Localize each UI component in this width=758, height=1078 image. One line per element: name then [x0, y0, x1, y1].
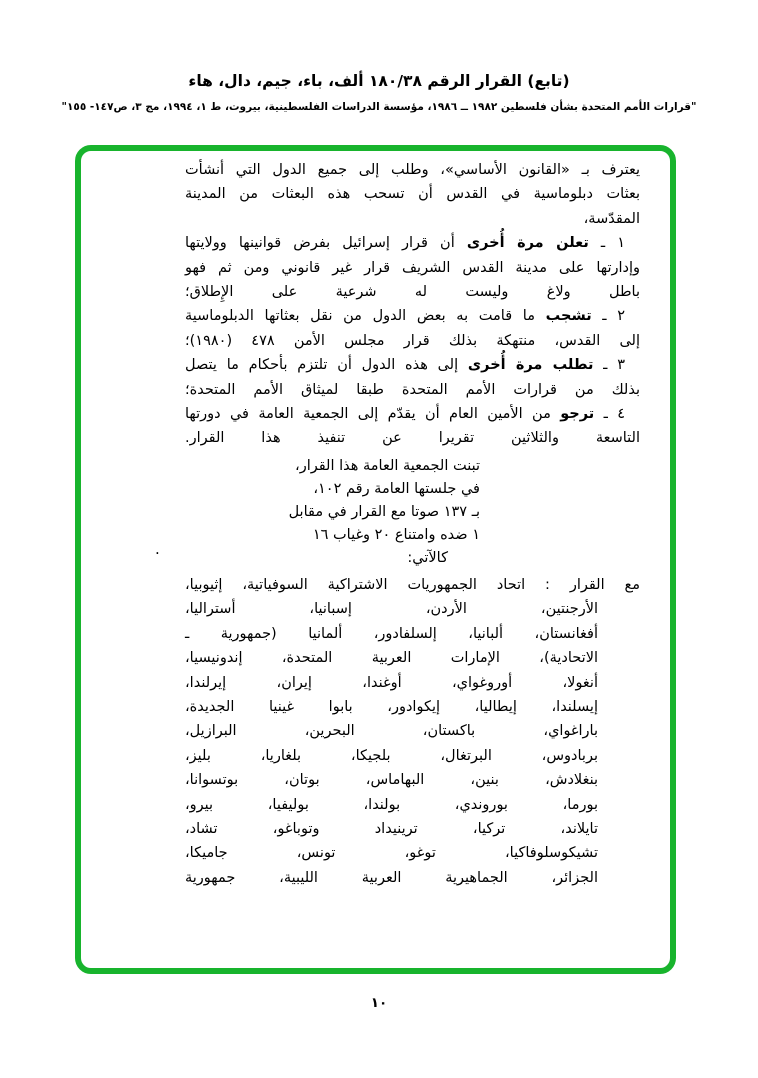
voting-first-line: [185, 573, 640, 597]
adoption-line: تبنت الجمعية العامة هذا القرار،: [295, 457, 480, 474]
intro-line: المقدّسة،: [583, 210, 640, 227]
item-line: باطل ولاغ وليست له شرعية على الإِطلاق؛: [185, 284, 640, 301]
resolution-item-1: [185, 231, 640, 304]
resolution-body: [185, 158, 640, 890]
item-text: أن قرار إسرائيل بفرض قوانينها وولايتها: [185, 235, 467, 252]
country-list-line: باراغواي، باكستان، البحرين، البرازيل،: [185, 723, 598, 740]
voting-record: [185, 573, 640, 890]
voting-label: مع القرار: [569, 576, 640, 593]
country-list: [185, 597, 640, 890]
item-text: إلى هذه الدول أن تلتزم بأحكام ما يتصل: [185, 357, 468, 374]
adoption-line: في جلستها العامة رقم ١٠٢،: [313, 480, 480, 497]
adoption-line: بـ ١٣٧ صوتا مع القرار في مقابل: [288, 503, 480, 520]
resolution-item-3: [185, 353, 640, 402]
country-list-text: اتحاد الجمهوريات الاشتراكية السوفياتية، إثيوبيا،: [185, 576, 526, 593]
item-line: وإدارتها على مدينة القدس الشريف قرار غير قانوني ومن ثم فهو: [185, 259, 640, 276]
item-first-line: [185, 353, 640, 377]
intro-paragraph: [185, 158, 640, 231]
source-citation: "قرارات الأمم المتحدة بشأن فلسطين ١٩٨٢ ــ ١٩٨٦، مؤسسة الدراسات الفلسطينية، بيروت، ط ١، ١٩٩٤، مج ٣، ص١٤٧- ١٥٥": [61, 101, 697, 113]
adoption-line: ١ ضده وامتناع ٢٠ وغياب ١٦: [312, 526, 480, 543]
item-first-line: [185, 231, 640, 255]
item-number: ٤ ـ: [594, 406, 625, 423]
adoption-note: [185, 455, 480, 570]
page-number: ١٠: [370, 995, 388, 1011]
item-line: إلى القدس، منتهكة بذلك قرار مجلس الأمن ٤٧٨ (١٩٨٠)؛: [185, 332, 640, 349]
page-title: (تابع) القرار الرقم ١٨٠/٣٨ ألف، باء، جيم، دال، هاء: [188, 72, 570, 90]
country-list-line: الأرجنتين، الأردن، إسبانيا، أستراليا،: [185, 601, 598, 618]
item-verb: ترجو: [560, 406, 595, 423]
item-line: التاسعة والثلاثين تقريرا عن تنفيذ هذا القرار.: [185, 430, 640, 447]
item-number: ١ ـ: [588, 235, 626, 252]
country-list-line: إيسلندا، إيطاليا، إيكوادور، بابوا غينيا الجديدة،: [185, 698, 598, 715]
item-verb: تشجب: [545, 308, 592, 325]
intro-line: يعترف بـ «القانون الأساسي»، وطلب إلى جميع الدول التي أنشأت: [185, 162, 640, 178]
country-list-line: بنغلادش، بنين، البهاماس، بوتان، بوتسوانا،: [185, 772, 598, 789]
adoption-line: كالآتي:: [407, 549, 448, 566]
country-list-line: تايلاند، تركيا، ترينيداد وتوباغو، تشاد،: [185, 820, 598, 837]
item-verb: تعلن مرة أُخرى: [466, 235, 589, 252]
resolution-item-4: [185, 402, 640, 451]
country-list-line: أنغولا، أوروغواي، أوغندا، إيران، إيرلندا،: [185, 674, 598, 691]
country-list-line: أفغانستان، ألبانيا، إلسلفادور، ألمانيا (جمهورية ـ: [185, 625, 598, 642]
item-first-line: [185, 304, 640, 328]
country-list-line: تشيكوسلوفاكيا، توغو، تونس، جاميكا،: [185, 845, 598, 862]
country-list-line: الجزائر، الجماهيرية العربية الليبية، جمهورية: [185, 869, 598, 886]
stray-dot-mark: .: [155, 540, 160, 558]
item-number: ٣ ـ: [593, 357, 625, 374]
item-text: من الأمين العام أن يقدّم إلى الجمعية العامة في دورتها: [185, 406, 561, 423]
item-number: ٢ ـ: [591, 308, 625, 325]
country-list-line: بربادوس، البرتغال، بلجيكا، بلغاريا، بليز،: [185, 747, 598, 764]
voting-colon: :: [525, 576, 570, 593]
item-line: بذلك من قرارات الأمم المتحدة طبقا لميثاق الأمم المتحدة؛: [185, 381, 640, 398]
country-list-line: الاتحادية)، الإمارات العربية المتحدة، إندونيسيا،: [185, 650, 598, 667]
resolution-item-2: [185, 304, 640, 353]
item-verb: تطلب مرة أُخرى: [467, 357, 594, 374]
country-list-line: بورما، بوروندي، بولندا، بوليفيا، بيرو،: [185, 796, 598, 813]
item-text: ما قامت به بعض الدول من نقل بعثاتها الدبلوماسية: [185, 308, 546, 325]
intro-line: بعثات دبلوماسية في القدس أن تسحب هذه البعثات من المدينة: [185, 186, 640, 203]
item-first-line: [185, 402, 640, 426]
